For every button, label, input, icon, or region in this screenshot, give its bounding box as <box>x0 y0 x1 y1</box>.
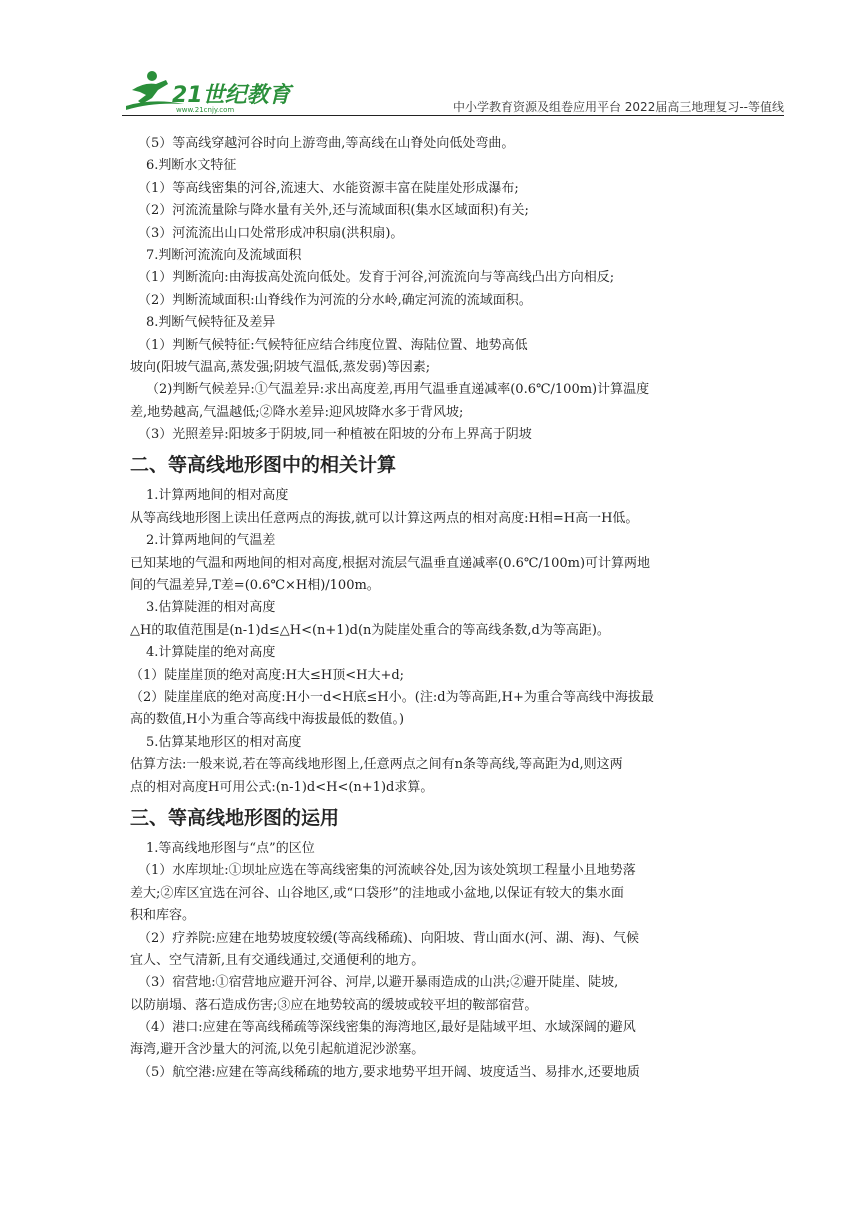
text-line: （1）等高线密集的河谷,流速大、水能资源丰富在陡崖处形成瀑布; <box>138 180 519 196</box>
text-line: 差大;②库区宜选在河谷、山谷地区,或“口袋形”的洼地或小盆地,以保证有较大的集水面 <box>130 885 624 901</box>
text-line: （4）港口:应建在等高线稀疏等深线密集的海湾地区,最好是陆域平坦、水域深阔的避风 <box>138 1020 636 1036</box>
section-heading: 二、等高线地形图中的相关计算 <box>130 454 397 477</box>
text-line: （1）判断气候特征:气候特征应结合纬度位置、海陆位置、地势高低 <box>138 337 528 353</box>
text-line: 已知某地的气温和两地间的相对高度,根据对流层气温垂直递减率(0.6℃/100m)可计算两地 <box>130 555 651 571</box>
text-line: 积和库容。 <box>130 908 196 924</box>
logo-wordmark: 21世纪教育 <box>172 83 291 108</box>
text-line: 估算方法:一般来说,若在等高线地形图上,任意两点之间有n条等高线,等高距为d,则这两 <box>130 757 623 773</box>
text-line: （2）陡崖崖底的绝对高度:H小一d<H底≤H小。(注:d为等高距,H+为重合等高线中海拔最 <box>130 689 654 705</box>
text-line: 4.计算陡崖的绝对高度 <box>146 645 276 661</box>
text-line: 点的相对高度H可用公式:(n-1)d<H<(n+1)d求算。 <box>130 779 434 795</box>
document-body <box>130 133 730 1084</box>
text-line: （5）等高线穿越河谷时向上游弯曲,等高线在山脊处向低处弯曲。 <box>138 136 515 151</box>
text-line: （2）河流流量除与降水量有关外,还与流域面积(集水区域面积)有关; <box>138 203 529 219</box>
text-line: 宜人、空气清新,且有交通线通过,交通便利的地方。 <box>130 952 425 968</box>
text-line: 1.等高线地形图与“点”的区位 <box>146 840 315 856</box>
text-line: 7.判断河流流向及流域面积 <box>146 247 302 263</box>
text-line: 从等高线地形图上读出任意两点的海拔,就可以计算这两点的相对高度:H相=H高一H低。 <box>130 510 639 526</box>
text-line: 5.估算某地形区的相对高度 <box>146 734 302 750</box>
text-line: 高的数值,H小为重合等高线中海拔最低的数值。) <box>130 712 405 728</box>
logo-runner-icon <box>122 68 302 114</box>
section-heading: 三、等高线地形图的运用 <box>130 806 340 829</box>
text-line: 坡向(阳坡气温高,蒸发强;阴坡气温低,蒸发弱)等因素; <box>130 359 431 375</box>
text-line: 海湾,避开含沙量大的河流,以免引起航道泥沙淤塞。 <box>130 1042 425 1058</box>
text-line: （2）疗养院:应建在地势坡度较缓(等高线稀疏)、向阳坡、背山面水(河、湖、海)、气候 <box>138 930 639 946</box>
logo-url: www.21cnjy.com <box>176 106 235 114</box>
text-line: 6.判断水文特征 <box>146 158 237 174</box>
text-line: （3）光照差异:阳坡多于阴坡,同一种植被在阳坡的分布上界高于阴坡 <box>138 427 532 443</box>
text-line: 3.估算陡涯的相对高度 <box>146 600 276 616</box>
text-line: 以防崩塌、落石造成伤害;③应在地势较高的缓坡或较平坦的鞍部宿营。 <box>130 997 538 1013</box>
header-rule <box>122 115 784 116</box>
text-line: 2.计算两地间的气温差 <box>146 533 276 549</box>
text-line: （1）陡崖崖顶的绝对高度:H大≤H顶<H大+d; <box>130 667 405 683</box>
text-line: （2)判断气候差异:①气温差异:求出高度差,再用气温垂直递减率(0.6℃/100m)计算温度 <box>146 382 650 398</box>
text-line: △H的取值范围是(n-1)d≤△H<(n+1)d(n为陡崖处重合的等高线条数,d为等高距)。 <box>130 622 610 638</box>
text-line: （1）水库坝址:①坝址应选在等高线密集的河流峡谷处,因为该处筑坝工程量小且地势落 <box>138 863 636 879</box>
header-title: 中小学教育资源及组卷应用平台 2022届高三地理复习--等值线 <box>452 100 784 114</box>
text-line: （3）河流流出山口处常形成冲积扇(洪积扇)。 <box>138 225 404 241</box>
text-line: （3）宿营地:①宿营地应避开河谷、河岸,以避开暴雨造成的山洪;②避开陡崖、陡坡, <box>138 975 619 991</box>
site-logo <box>122 68 302 114</box>
text-line: （5）航空港:应建在等高线稀疏的地方,要求地势平坦开阔、坡度适当、易排水,还要地质 <box>138 1064 640 1080</box>
text-line: 差,地势越高,气温越低;②降水差异:迎风坡降水多于背风坡; <box>130 404 464 420</box>
text-line: 间的气温差异,T差=(0.6℃×H相)/100m。 <box>130 578 380 594</box>
text-line: （1）判断流向:由海拔高处流向低处。发育于河谷,河流流向与等高线凸出方向相反; <box>138 270 615 286</box>
page-header <box>122 64 784 116</box>
text-line: （2）判断流域面积:山脊线作为河流的分水岭,确定河流的流域面积。 <box>138 292 532 308</box>
text-line: 1.计算两地间的相对高度 <box>146 488 289 504</box>
text-line: 8.判断气候特征及差异 <box>146 315 276 331</box>
